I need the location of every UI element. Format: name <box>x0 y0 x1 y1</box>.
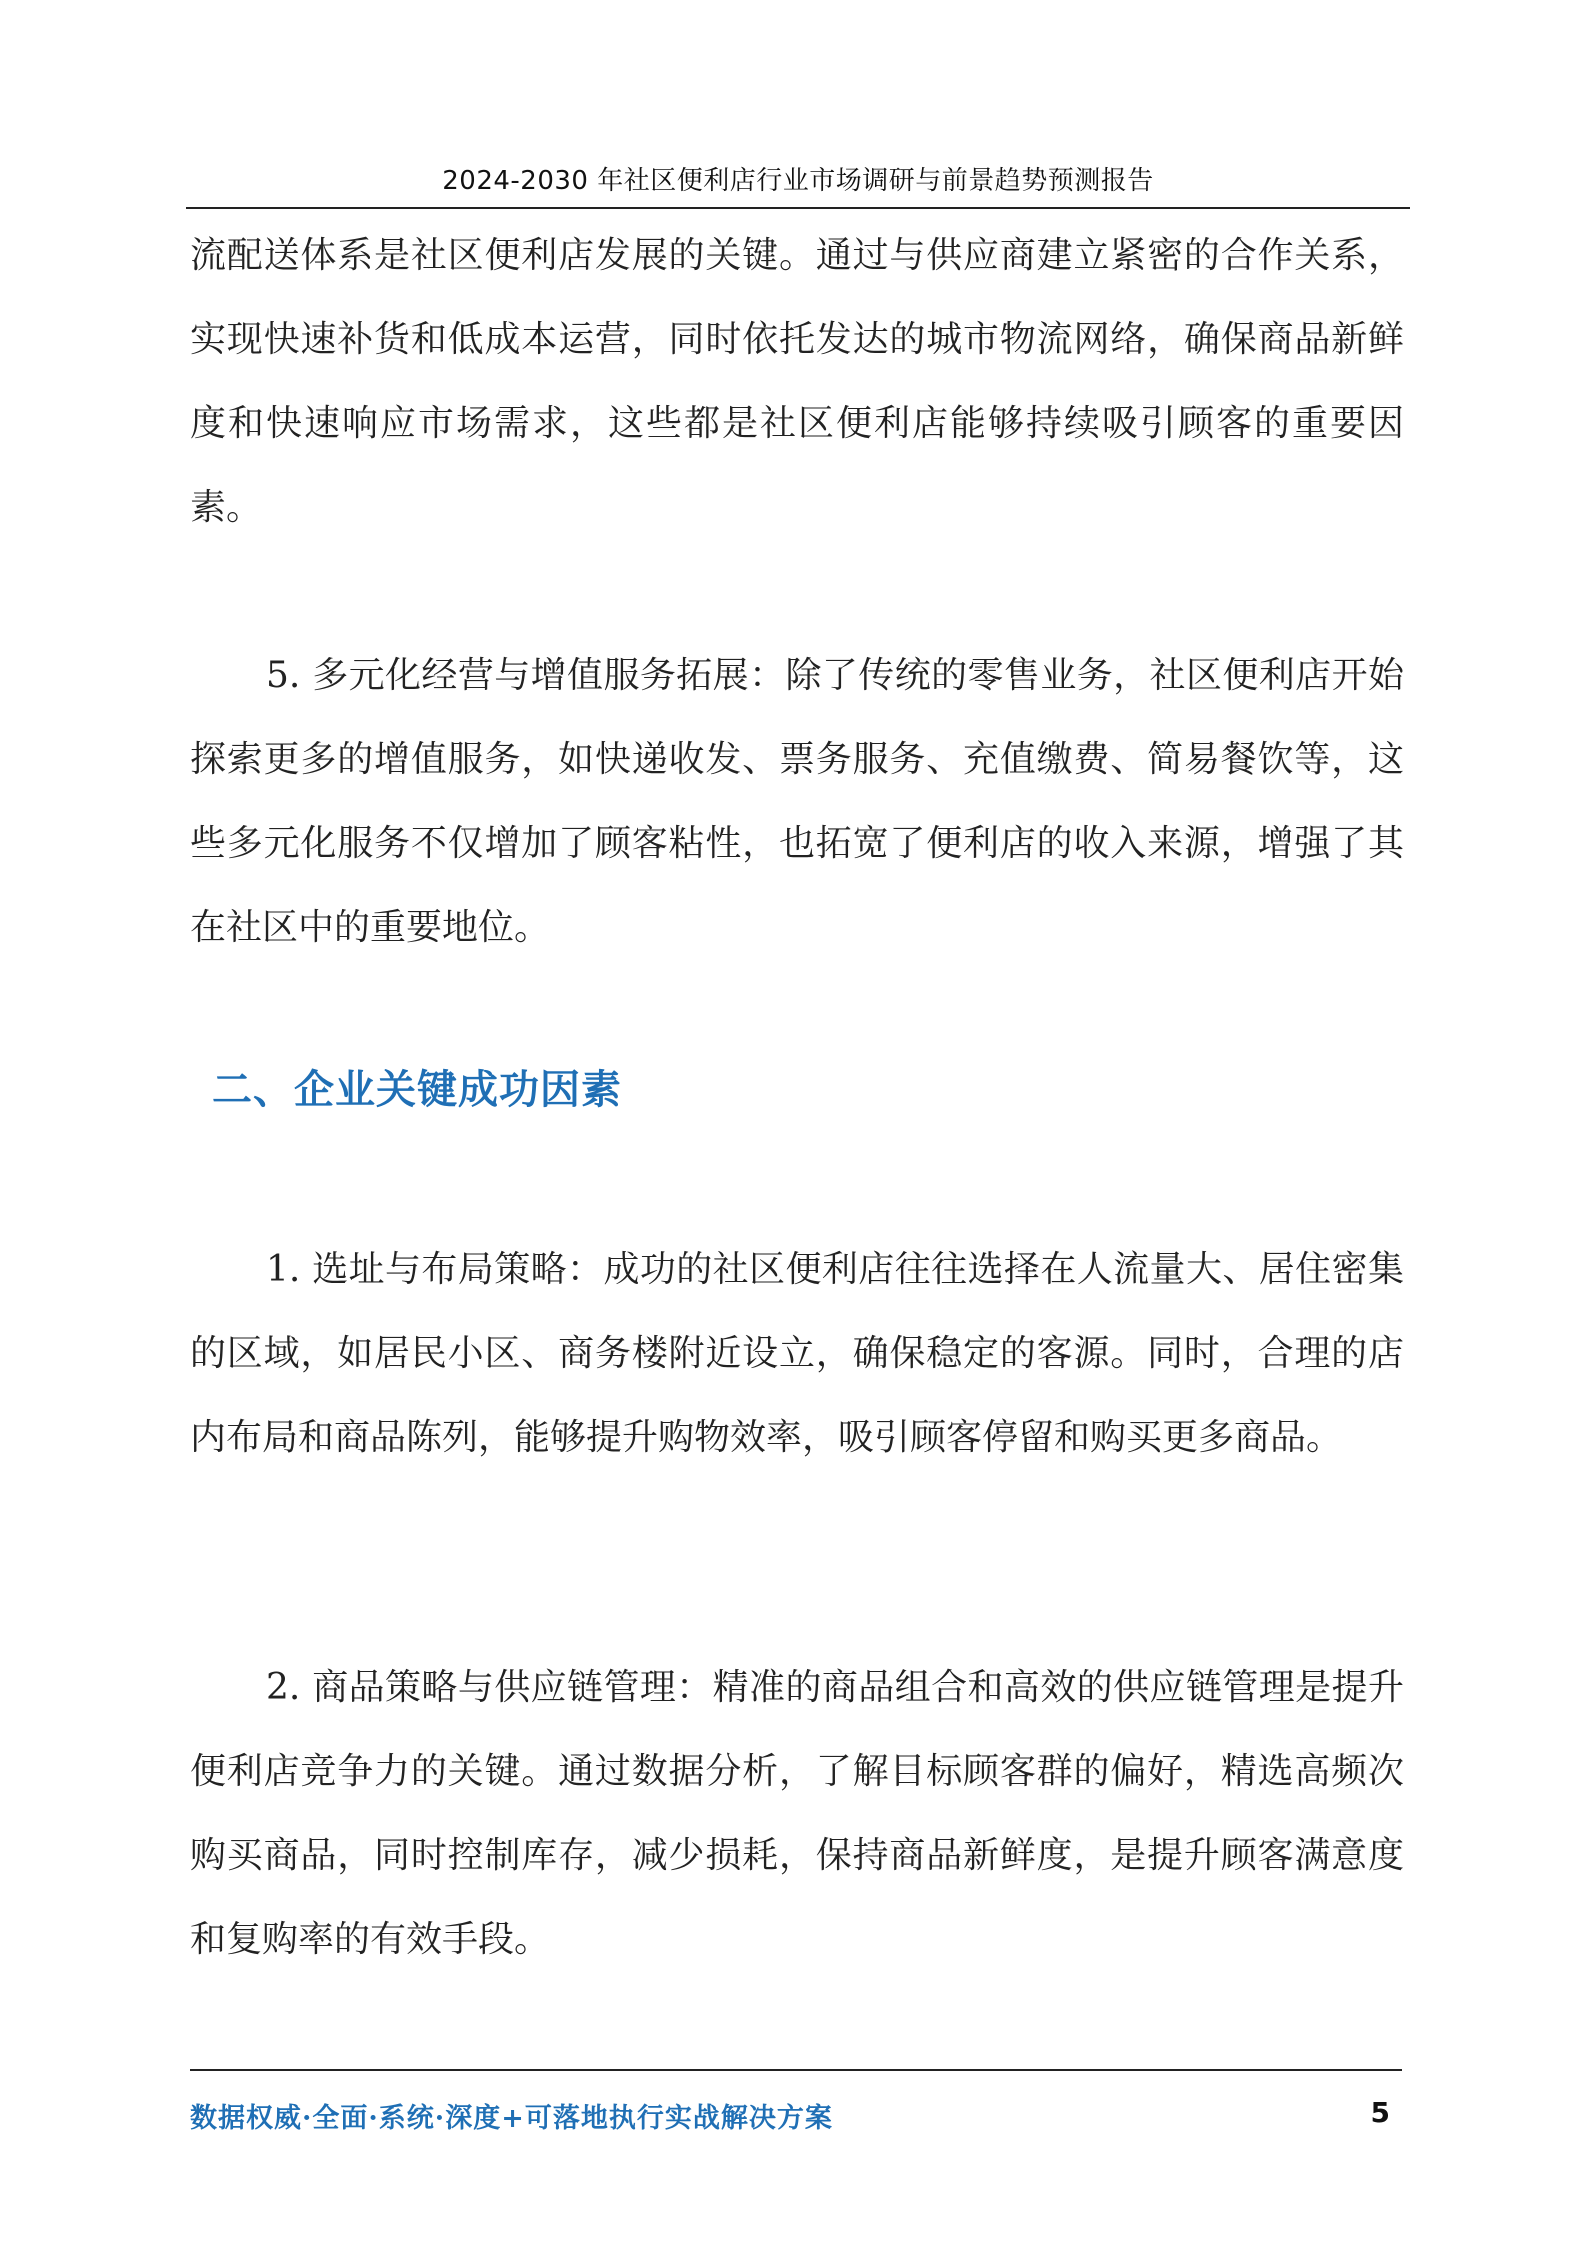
section-paragraph-1: 1. 选址与布局策略：成功的社区便利店往往选择在人流量大、居住密集的区域，如居民小区、商务楼附近设立，确保稳定的客源。同时，合理的店内布局和商品陈列，能够提升购物效率，吸引顾客停留和购买更多商品。 <box>190 1249 1404 1458</box>
report-header-title: 2024-2030 年社区便利店行业市场调研与前景趋势预测报告 <box>442 166 1154 196</box>
section-heading: 二、企业关键成功因素 <box>212 1067 622 1113</box>
body-paragraph-2: 5. 多元化经营与增值服务拓展：除了传统的零售业务，社区便利店开始探索更多的增值服务，如快递收发、票务服务、充值缴费、简易餐饮等，这些多元化服务不仅增加了顾客粘性，也拓宽了便利店的收入来源，增强了其在社区中的重要地位。 <box>190 655 1404 948</box>
page-number: 5 <box>1370 2096 1390 2129</box>
header-divider <box>186 207 1410 209</box>
footer-divider <box>190 2069 1402 2071</box>
body-paragraph-1: 流配送体系是社区便利店发展的关键。通过与供应商建立紧密的合作关系，实现快速补货和低成本运营，同时依托发达的城市物流网络，确保商品新鲜度和快速响应市场需求，这些都是社区便利店能够持续吸引顾客的重要因素。 <box>190 235 1404 528</box>
footer-slogan: 数据权威·全面·系统·深度+可落地执行实战解决方案 <box>190 2103 833 2134</box>
section-paragraph-2: 2. 商品策略与供应链管理：精准的商品组合和高效的供应链管理是提升便利店竞争力的关键。通过数据分析，了解目标顾客群的偏好，精选高频次购买商品，同时控制库存，减少损耗，保持商品新鲜度，是提升顾客满意度和复购率的有效手段。 <box>190 1667 1404 1960</box>
